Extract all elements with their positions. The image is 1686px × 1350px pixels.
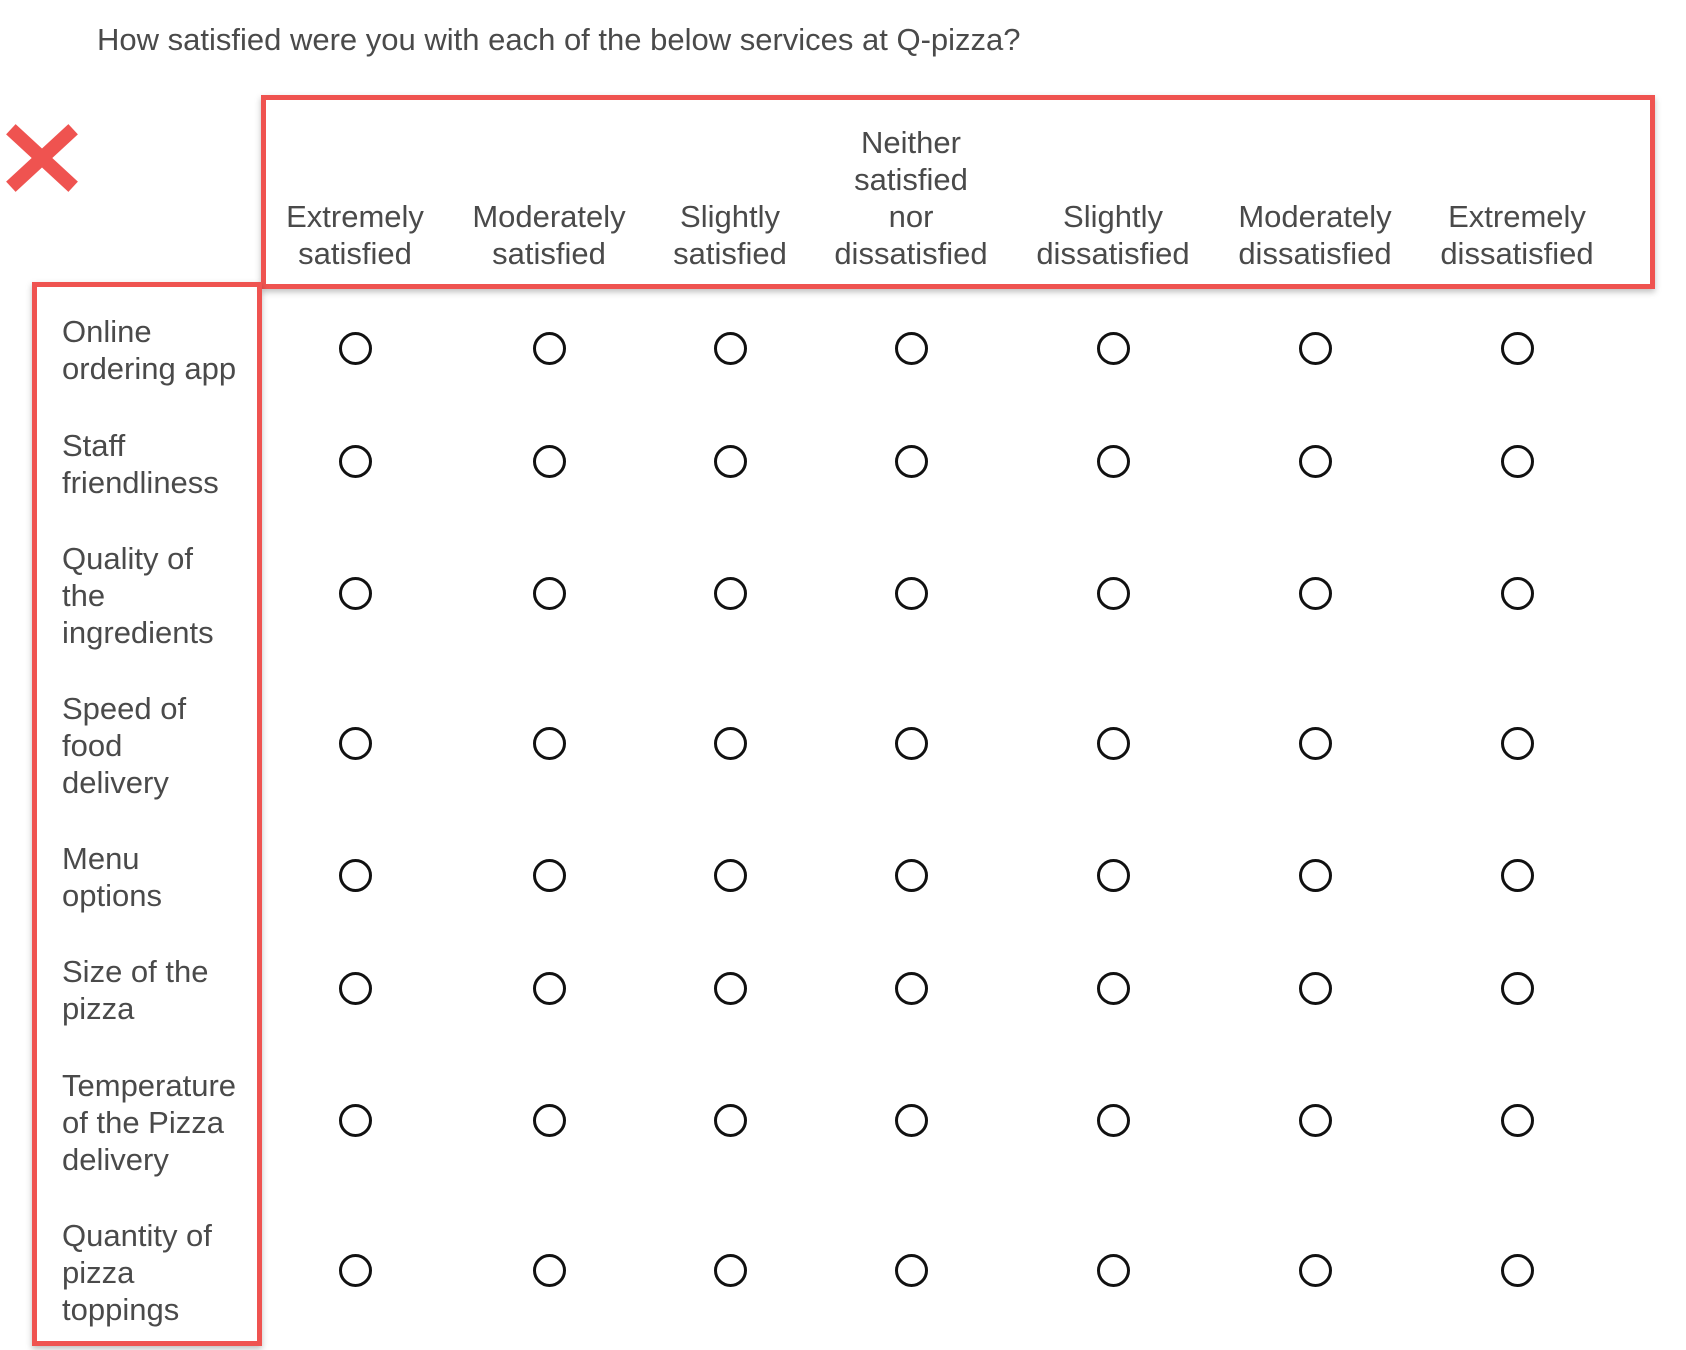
- column-header-line: Slightly: [680, 199, 780, 234]
- radio-button[interactable]: [895, 972, 928, 1005]
- row-label-line: food: [62, 728, 123, 763]
- row-label-line: Quantity of: [62, 1218, 212, 1253]
- radio-button[interactable]: [1097, 332, 1130, 365]
- radio-button[interactable]: [339, 1254, 372, 1287]
- radio-button[interactable]: [714, 727, 747, 760]
- radio-button[interactable]: [895, 727, 928, 760]
- column-header-line: dissatisfied: [1238, 236, 1392, 271]
- row-label-line: Temperature: [62, 1068, 237, 1103]
- radio-button[interactable]: [533, 859, 566, 892]
- radio-button[interactable]: [533, 445, 566, 478]
- row-label: [62, 313, 262, 387]
- column-header-line: satisfied: [492, 236, 606, 271]
- radio-button[interactable]: [1501, 727, 1534, 760]
- column-header: [260, 198, 450, 272]
- column-header-line: satisfied: [854, 162, 968, 197]
- column-header-line: satisfied: [673, 236, 787, 271]
- column-header: [1220, 198, 1410, 272]
- column-header-line: Slightly: [1063, 199, 1163, 234]
- radio-button[interactable]: [533, 577, 566, 610]
- radio-button[interactable]: [1299, 1104, 1332, 1137]
- row-label: [62, 427, 262, 501]
- row-label-line: delivery: [62, 765, 169, 800]
- row-label: [62, 953, 262, 1027]
- question-text: How satisfied were you with each of the below services at Q-pizza?: [97, 22, 1021, 57]
- column-header-line: Moderately: [472, 199, 626, 234]
- column-header: [635, 198, 825, 272]
- row-label-line: the: [62, 578, 106, 613]
- radio-button[interactable]: [895, 1104, 928, 1137]
- column-header: [454, 198, 644, 272]
- radio-button[interactable]: [339, 972, 372, 1005]
- column-header-line: Neither: [861, 125, 961, 160]
- row-label-line: of the Pizza: [62, 1105, 224, 1140]
- radio-button[interactable]: [1097, 1104, 1130, 1137]
- column-header: [1018, 198, 1208, 272]
- radio-button[interactable]: [1299, 577, 1332, 610]
- column-header-line: dissatisfied: [834, 236, 988, 271]
- row-label-line: friendliness: [62, 465, 219, 500]
- radio-button[interactable]: [1501, 577, 1534, 610]
- row-label-line: ingredients: [62, 615, 214, 650]
- radio-button[interactable]: [1097, 1254, 1130, 1287]
- row-label-line: options: [62, 878, 162, 913]
- row-label-line: pizza: [62, 1255, 135, 1290]
- column-header-line: nor: [888, 199, 934, 234]
- radio-button[interactable]: [714, 577, 747, 610]
- row-label: [62, 1067, 262, 1178]
- x-icon: [6, 124, 78, 192]
- radio-button[interactable]: [1299, 445, 1332, 478]
- radio-button[interactable]: [714, 332, 747, 365]
- row-label: [62, 540, 262, 651]
- radio-button[interactable]: [339, 727, 372, 760]
- radio-button[interactable]: [1097, 577, 1130, 610]
- row-label-line: toppings: [62, 1292, 180, 1327]
- radio-button[interactable]: [533, 1254, 566, 1287]
- radio-button[interactable]: [895, 332, 928, 365]
- radio-button[interactable]: [533, 1104, 566, 1137]
- radio-button[interactable]: [1501, 332, 1534, 365]
- radio-button[interactable]: [895, 859, 928, 892]
- radio-button[interactable]: [1097, 859, 1130, 892]
- row-label-line: Quality of: [62, 541, 193, 576]
- row-label: [62, 1217, 262, 1328]
- row-label-line: ordering app: [62, 351, 237, 386]
- radio-button[interactable]: [714, 1254, 747, 1287]
- row-label: [62, 840, 262, 914]
- row-label-line: Speed of: [62, 691, 187, 726]
- radio-button[interactable]: [1299, 859, 1332, 892]
- radio-button[interactable]: [1299, 727, 1332, 760]
- radio-button[interactable]: [339, 1104, 372, 1137]
- row-label-line: delivery: [62, 1142, 169, 1177]
- radio-button[interactable]: [1097, 445, 1130, 478]
- radio-button[interactable]: [895, 1254, 928, 1287]
- radio-button[interactable]: [1501, 445, 1534, 478]
- column-header-line: dissatisfied: [1036, 236, 1190, 271]
- radio-button[interactable]: [1501, 1104, 1534, 1137]
- radio-button[interactable]: [339, 859, 372, 892]
- radio-button[interactable]: [1299, 972, 1332, 1005]
- radio-button[interactable]: [714, 972, 747, 1005]
- radio-button[interactable]: [1501, 972, 1534, 1005]
- row-label-line: Staff: [62, 428, 126, 463]
- column-header-line: Extremely: [286, 199, 424, 234]
- radio-button[interactable]: [714, 859, 747, 892]
- radio-button[interactable]: [1097, 972, 1130, 1005]
- column-header-line: Extremely: [1448, 199, 1586, 234]
- radio-button[interactable]: [714, 445, 747, 478]
- column-header-line: dissatisfied: [1440, 236, 1594, 271]
- radio-button[interactable]: [714, 1104, 747, 1137]
- column-header: [1422, 198, 1612, 272]
- radio-button[interactable]: [895, 577, 928, 610]
- row-label-line: Menu: [62, 841, 140, 876]
- radio-button[interactable]: [1299, 1254, 1332, 1287]
- radio-button[interactable]: [1501, 1254, 1534, 1287]
- row-label-line: Size of the: [62, 954, 209, 989]
- column-header-line: Moderately: [1238, 199, 1392, 234]
- column-header: [816, 124, 1006, 272]
- radio-button[interactable]: [339, 445, 372, 478]
- row-label-line: Online: [62, 314, 152, 349]
- radio-button[interactable]: [1501, 859, 1534, 892]
- radio-button[interactable]: [339, 577, 372, 610]
- radio-button[interactable]: [1299, 332, 1332, 365]
- row-label-line: pizza: [62, 991, 135, 1026]
- radio-button[interactable]: [895, 445, 928, 478]
- radio-button[interactable]: [533, 727, 566, 760]
- radio-button[interactable]: [533, 972, 566, 1005]
- radio-button[interactable]: [533, 332, 566, 365]
- radio-button[interactable]: [339, 332, 372, 365]
- radio-button[interactable]: [1097, 727, 1130, 760]
- column-header-line: satisfied: [298, 236, 412, 271]
- row-label: [62, 690, 262, 801]
